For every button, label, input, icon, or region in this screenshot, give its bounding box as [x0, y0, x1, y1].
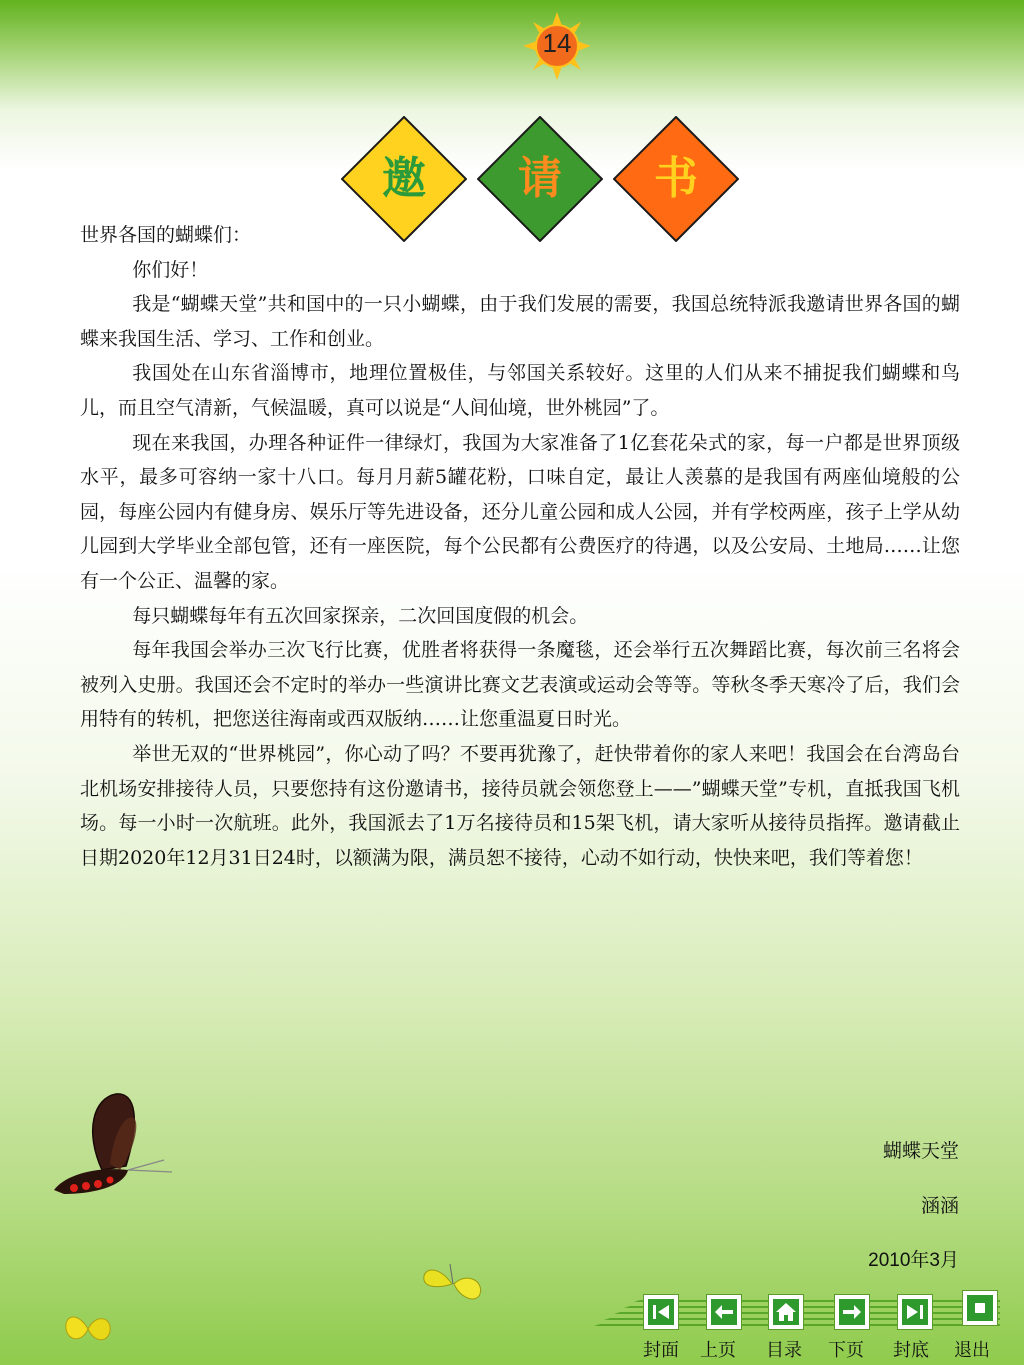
nav-button-cover[interactable]	[643, 1294, 679, 1330]
paragraph-6: 举世无双的“世界桃园”，你心动了吗？不要再犹豫了，赶快带着你的家人来吧！我国会在台湾岛台北机场安排接待人员，只要您持有这份邀请书，接待员就会领您登上——”蝴蝶天堂”专机，直抵我国飞机场。每一小时一次航班。此外，我国派去了1万名接待员和15架飞机，请大家听从接待员指挥。邀请截止日期2020年12月31日24时，以额满为限，满员恕不接待，心动不如行动，快快来吧，我们等着您！	[80, 742, 960, 869]
butterfly-icon	[418, 1258, 488, 1308]
letter-body	[80, 218, 960, 875]
title-char-3: 书	[654, 153, 698, 204]
nav-button-back-cover[interactable]	[897, 1294, 933, 1330]
greeting: 你们好！	[132, 258, 209, 281]
stop-icon	[967, 1295, 993, 1321]
title-char-2: 请	[518, 153, 562, 204]
nav-label-exit[interactable]: 退出	[954, 1340, 990, 1361]
nav-label-prev[interactable]: 上页	[700, 1340, 736, 1361]
paragraph-4: 每只蝴蝶每年有五次回家探亲，二次回国度假的机会。	[132, 604, 589, 627]
paragraph-3: 现在来我国，办理各种证件一律绿灯，我国为大家准备了1亿套花朵式的家，每一户都是世界顶级水平，最多可容纳一家十八口。每月月薪5罐花粉，口味自定，最让人羡慕的是我国有两座仙境般的公园，每座公园内有健身房、娱乐厅等先进设备，还分儿童公园和成人公园，并有学校两座，孩子上学从幼儿园到大学毕业全部包管，还有一座医院，每个公民都有公费医疗的待遇，以及公安局、土地局……让您有一个公正、温馨的家。	[80, 431, 960, 592]
signature-author: 涵涵	[920, 1195, 959, 1217]
home-icon	[773, 1299, 799, 1325]
nav-button-contents[interactable]	[768, 1294, 804, 1330]
first-page-icon	[648, 1299, 674, 1325]
nav-label-back-cover[interactable]: 封底	[893, 1340, 929, 1361]
salutation: 世界各国的蝴蝶们：	[80, 224, 252, 246]
butterfly-icon	[60, 1305, 116, 1351]
page-number: 14	[542, 28, 572, 58]
paragraph-2: 我国处在山东省淄博市，地理位置极佳，与邻国关系较好。这里的人们从来不捕捉我们蝴蝶和鸟儿，而且空气清新，气候温暖，真可以说是“人间仙境，世外桃园”了。	[80, 362, 960, 419]
nav-button-exit[interactable]	[962, 1290, 998, 1326]
nav-button-next[interactable]	[834, 1294, 870, 1330]
arrow-left-icon	[711, 1299, 737, 1325]
signature-org: 蝴蝶天堂	[882, 1140, 959, 1162]
title-char-1: 邀	[382, 153, 426, 204]
paragraph-1: 我是“蝴蝶天堂”共和国中的一只小蝴蝶，由于我们发展的需要，我国总统特派我邀请世界各国的蝴蝶来我国生活、学习、工作和创业。	[80, 293, 960, 350]
nav-label-cover[interactable]: 封面	[643, 1340, 679, 1361]
nav-label-contents[interactable]: 目录	[766, 1340, 802, 1361]
butterfly-icon	[44, 1090, 184, 1200]
nav-button-prev[interactable]	[706, 1294, 742, 1330]
last-page-icon	[902, 1299, 928, 1325]
paragraph-5: 每年我国会举办三次飞行比赛，优胜者将获得一条魔毯，还会举行五次舞蹈比赛，每次前三名将会被列入史册。我国还会不定时的举办一些演讲比赛文艺表演或运动会等等。等秋冬季天寒冷了后，我们会用特有的转机，把您送往海南或西双版纳……让您重温夏日时光。	[80, 639, 960, 731]
arrow-right-icon	[839, 1299, 865, 1325]
nav-label-next[interactable]: 下页	[828, 1340, 864, 1361]
signature-date: 2010年3月	[868, 1250, 959, 1271]
